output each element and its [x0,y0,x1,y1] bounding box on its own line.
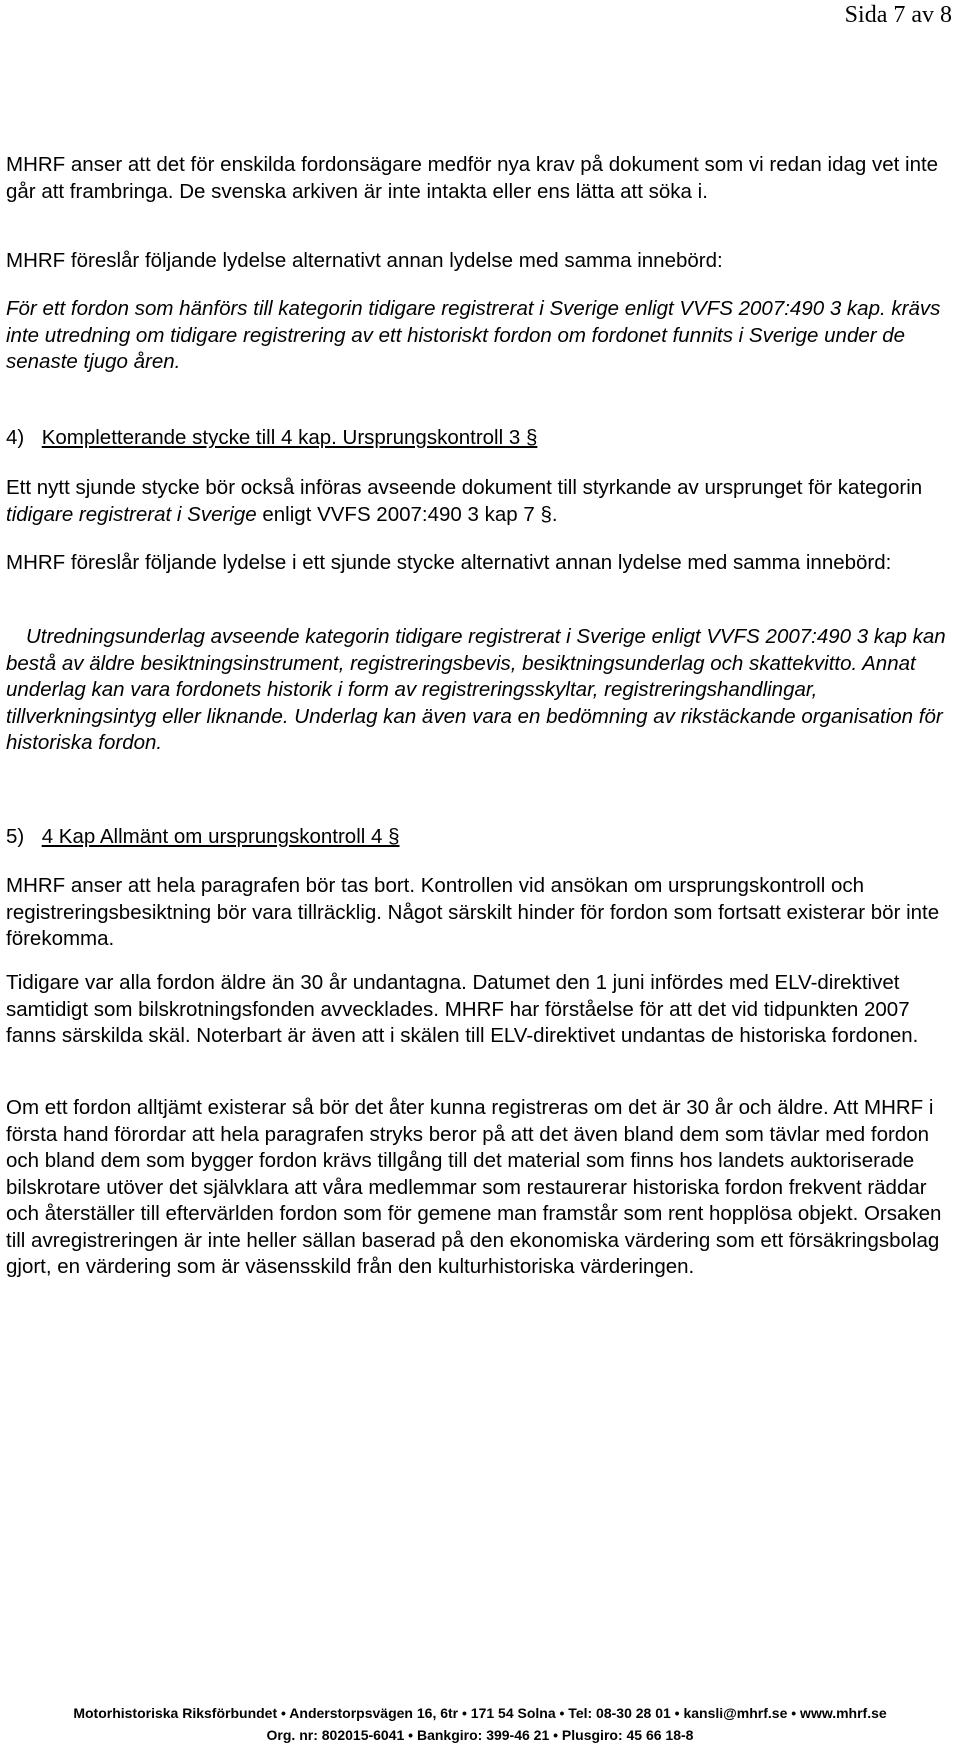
paragraph-2: MHRF föreslår följande lydelse alternativt annan lydelse med samma innebörd: [6,249,723,272]
paragraph-5-part-a: Ett nytt sjunde stycke bör också införas avseende dokument till styrkande av ursprunget för kategorin [6,476,923,499]
section-number-4: 4) [6,426,25,449]
paragraph-6: MHRF föreslår följande lydelse i ett sjunde stycke alternativt annan lydelse med samma innebörd: [6,551,892,574]
paragraph-10: Tidigare var alla fordon äldre än 30 år undantagna. Datumet den 1 juni infördes med ELV-direktivet samtidigt som bilskrotningsfonden avvecklades. MHRF har förståelse för att det vid tidpunkten 2007 fanns särskilda skäl. Noterbart är även att i skälen till ELV-direktivet undantas de historiska fordonen. [6,971,919,1047]
paragraph-1: MHRF anser att det för enskilda fordonsägare medför nya krav på dokument som vi redan idag vet inte går att frambringa. De svenska arkiven är inte intakta eller ens lätta att söka i. [6,153,939,203]
footer-address: Motorhistoriska Riksförbundet • Anderstorpsvägen 16, 6tr • 171 54 Solna • Tel: 08-30 28 01 • kansli@mhrf.se • www.mhrf.se [73,1705,887,1721]
page-number: Sida 7 av 8 [844,2,952,28]
paragraph-proposal-1: För ett fordon som hänförs till kategorin tidigare registrerat i Sverige enligt VVFS 2007:490 3 kap. krävs inte utredning om tidigare registrering av ett historiskt fordon om fordonet funnits i Sverige under de senaste tjugo åren. [6,297,941,373]
paragraph-5-part-b: tidigare registrerat i Sverige [6,502,257,526]
section-title-5: 4 Kap Allmänt om ursprungskontroll 4 § [41,825,400,848]
paragraph-9: MHRF anser att hela paragrafen bör tas bort. Kontrollen vid ansökan om ursprungskontroll och registreringsbesiktning bör vara tillräcklig. Något särskilt hinder för fordon som fortsatt existerar bör inte förekomma. [6,874,940,950]
paragraph-11: Om ett fordon alltjämt existerar så bör det åter kunna registreras om det är 30 år och äldre. Att MHRF i första hand förordar att hela paragrafen stryks beror på att det även bland dem som tävlar med fordon och bland dem som bygger fordon krävs tillgång till det material som finns hos landets auktoriserade bilskrotare utöver det självklara att våra medlemmar som restaurerar historiska fordon frekvent räddar och återställer till eftervärlden fordon som för gemene man framstår som rent hopplösa objekt. Orsaken till avregistreringen är inte heller sällan baserad på den ekonomiska värdering som ett försäkringsbolag gjort, en värdering som är väsensskild från den kulturhistoriska värderingen. [6,1096,942,1278]
paragraph-proposal-2: Utredningsunderlag avseende kategorin tidigare registrerat i Sverige enligt VVFS 2007:490 3 kap kan bestå av äldre besiktningsinstrument, registreringsbevis, besiktningsunderlag och skattekvitto. Annat underlag kan vara fordonets historik i form av registreringsskyltar, registreringshandlingar, tillverkningsintyg eller liknande. Underlag kan även vara en bedömning av rikstäckande organisation för historiska fordon. [6,625,946,754]
section-number-5: 5) [6,825,25,848]
paragraph-5-part-c: enligt VVFS 2007:490 3 kap 7 §. [256,502,558,526]
section-heading-5 [6,824,400,851]
paragraph-5 [6,475,956,528]
section-title-4: Kompletterande stycke till 4 kap. Ursprungskontroll 3 § [41,426,538,449]
footer-bank-details: Org. nr: 802015-6041 • Bankgiro: 399-46 21 • Plusgiro: 45 66 18-8 [266,1727,694,1743]
section-heading-4 [6,425,537,452]
